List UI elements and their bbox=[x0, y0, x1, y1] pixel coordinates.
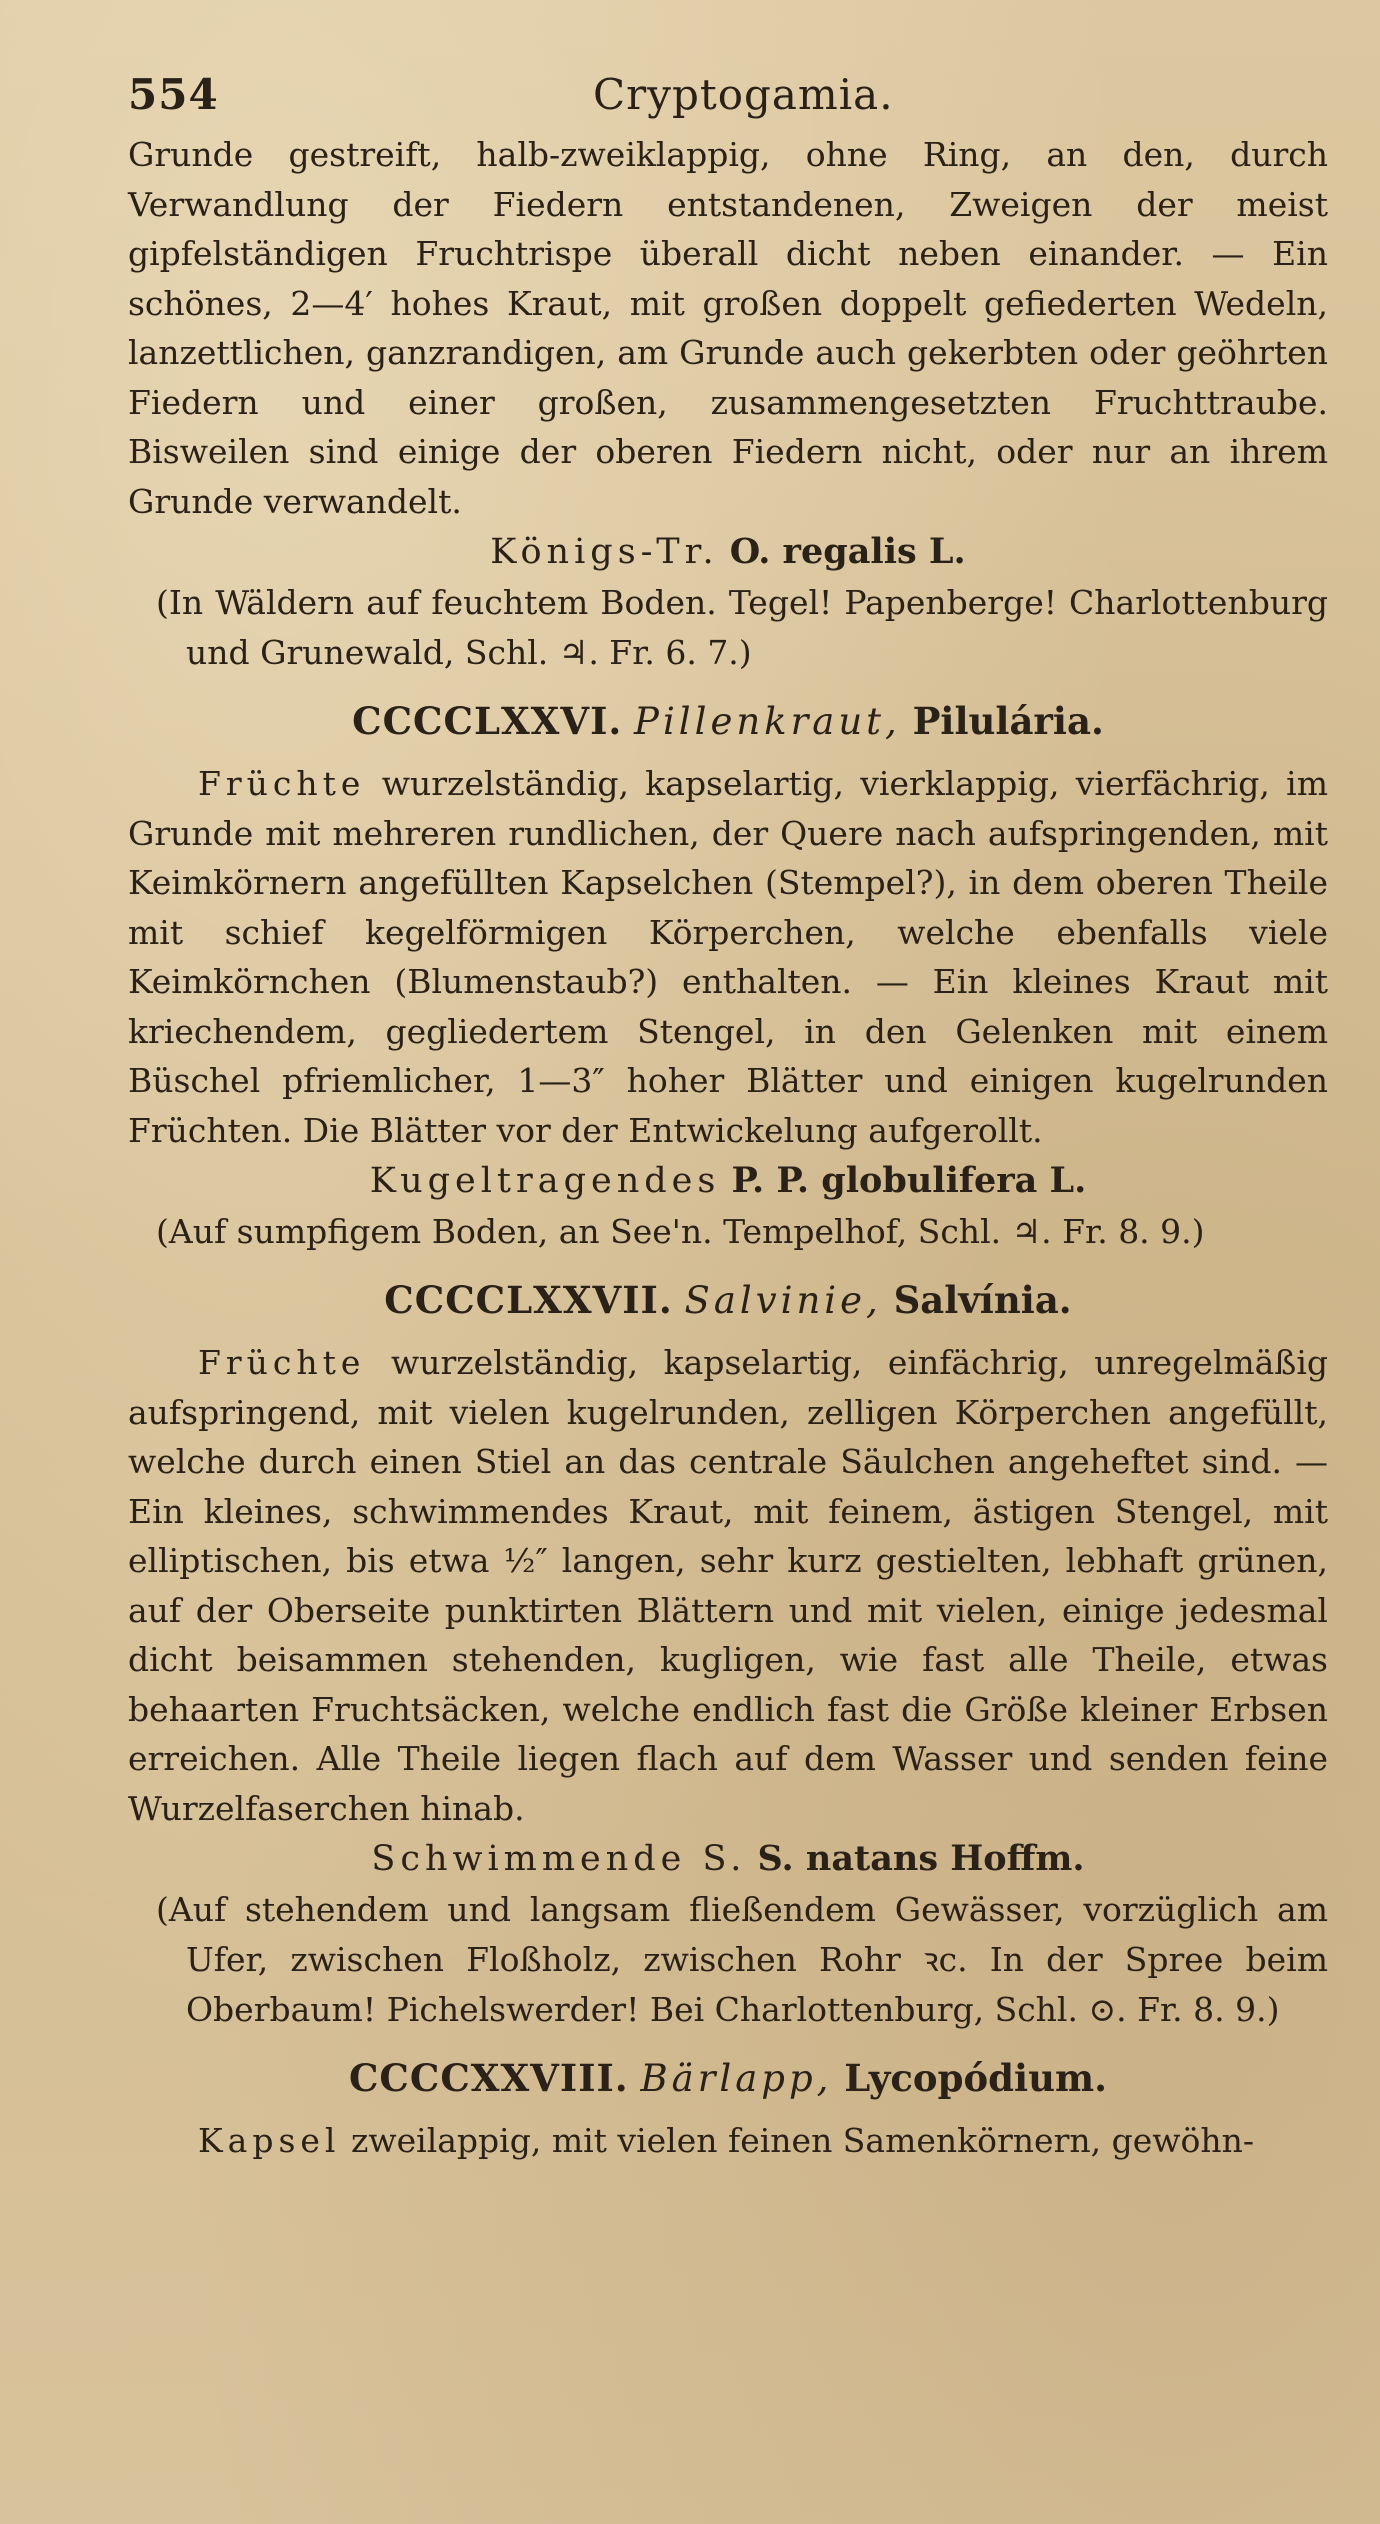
genus-german-name: Pillenkraut, bbox=[634, 700, 901, 743]
osmunda-habitat-note: (In Wäldern auf feuchtem Boden. Tegel! Papenberge! Charlottenburg und Grunewald, Schl. ♃. Fr. 6. 7.) bbox=[156, 583, 1328, 672]
species-latin-name: S. natans Hoffm. bbox=[757, 1838, 1085, 1879]
genus-latin-name: Salvínia. bbox=[893, 1278, 1072, 1322]
page-number: 554 bbox=[128, 70, 219, 119]
species-latin-name: O. regalis L. bbox=[729, 531, 966, 572]
pilularia-habitat-note: (Auf sumpfigem Boden, an See'n. Tempelhof, Schl. ♃. Fr. 8. 9.) bbox=[156, 1212, 1205, 1251]
genus-latin-name: Pilulária. bbox=[912, 699, 1104, 743]
genus-number: CCCCXXVIII. bbox=[348, 2056, 629, 2100]
lycopodium-description bbox=[128, 2116, 1328, 2166]
genus-number: CCCCLXXVII. bbox=[384, 1278, 673, 1322]
genus-latin-name: Lycopódium. bbox=[844, 2056, 1108, 2100]
description-text: wurzelständig, kapselartig, einfächrig, unregelmäßig aufspringend, mit vielen kugelrunden, zelligen Körperchen angefüllt, welche durch einen Stiel an das centrale Säulchen angeheftet sind. — Ein kleines, schwimmendes Kraut, mit feinem, ästigen Stengel, mit elliptischen, bis etwa ½″ langen, sehr kurz gestielten, lebhaft grünen, auf der Oberseite punktirten Blättern und mit vielen, einige jedesmal dicht beisammen stehenden, kugligen, wie fast alle Theile, etwas behaarten Fruchtsäcken, welche endlich fast die Größe kleiner Erbsen erreichen. Alle Theile liegen flach auf dem Wasser und senden feine Wurzelfaserchen hinab. bbox=[128, 1343, 1329, 1828]
genus-heading-pilularia bbox=[128, 690, 1328, 753]
description-lead-word: Kapsel bbox=[198, 2121, 341, 2160]
genus-heading-salvinia bbox=[128, 1269, 1328, 1332]
species-german-name: Schwimmende S. bbox=[371, 1839, 747, 1879]
description-text: wurzelständig, kapselartig, vierklappig, vierfächrig, im Grunde mit mehreren rundlichen, der Quere nach aufspringenden, mit Keimkörnern angefüllten Kapselchen (Stempel?), in dem oberen Theile mit schief kegelförmigen Körperchen, welche ebenfalls viele Keimkörnchen (Blumenstaub?) enthalten. — Ein kleines Kraut mit kriechendem, gegliedertem Stengel, in den Gelenken mit einem Büschel pfriemlicher, 1—3″ hoher Blätter und einigen kugelrunden Früchten. Die Blätter vor der Entwickelung aufgerollt. bbox=[128, 764, 1328, 1150]
genus-heading-lycopodium bbox=[128, 2047, 1328, 2110]
salvinia-description bbox=[128, 1338, 1328, 1833]
salvinia-species bbox=[128, 1833, 1328, 1885]
running-title: Cryptogamia. bbox=[593, 70, 894, 119]
description-lead-word: Früchte bbox=[198, 764, 366, 803]
osmunda-species bbox=[128, 526, 1328, 578]
genus-german-name: Bärlapp, bbox=[640, 2057, 833, 2100]
description-text: zweilappig, mit vielen feinen Samenkörnern, gewöhn- bbox=[350, 2121, 1255, 2160]
species-latin-name: P. P. globulifera L. bbox=[731, 1160, 1087, 1201]
species-german-name: Königs-Tr. bbox=[490, 532, 719, 572]
description-lead-word: Früchte bbox=[198, 1343, 366, 1382]
book-page bbox=[128, 70, 1328, 2510]
genus-number: CCCCLXXVI. bbox=[352, 699, 623, 743]
pilularia-description bbox=[128, 759, 1328, 1155]
genus-german-name: Salvinie, bbox=[684, 1279, 882, 1322]
salvinia-habitat-note: (Auf stehendem und langsam fließendem Gewässer, vorzüglich am Ufer, zwischen Floßholz, zwischen Rohr ꝛc. In der Spree beim Oberbaum! Pichelswerder! Bei Charlottenburg, Schl. ⊙. Fr. 8. 9.) bbox=[156, 1890, 1328, 2029]
osmunda-description: Grunde gestreift, halb-zweiklappig, ohne Ring, an den, durch Verwandlung der Fiedern entstandenen, Zweigen der meist gipfelständigen Fruchtrispe überall dicht neben einander. — Ein schönes, 2—4′ hohes Kraut, mit großen doppelt gefiederten Wedeln, lanzettlichen, ganzrandigen, am Grunde auch gekerbten oder geöhrten Fiedern und einer großen, zusammengesetzten Fruchttraube. Bisweilen sind einige der oberen Fiedern nicht, oder nur an ihrem Grunde verwandelt. bbox=[128, 135, 1328, 521]
species-german-name: Kugeltragendes bbox=[369, 1161, 721, 1201]
page-header bbox=[128, 70, 1328, 130]
pilularia-species bbox=[128, 1155, 1328, 1207]
